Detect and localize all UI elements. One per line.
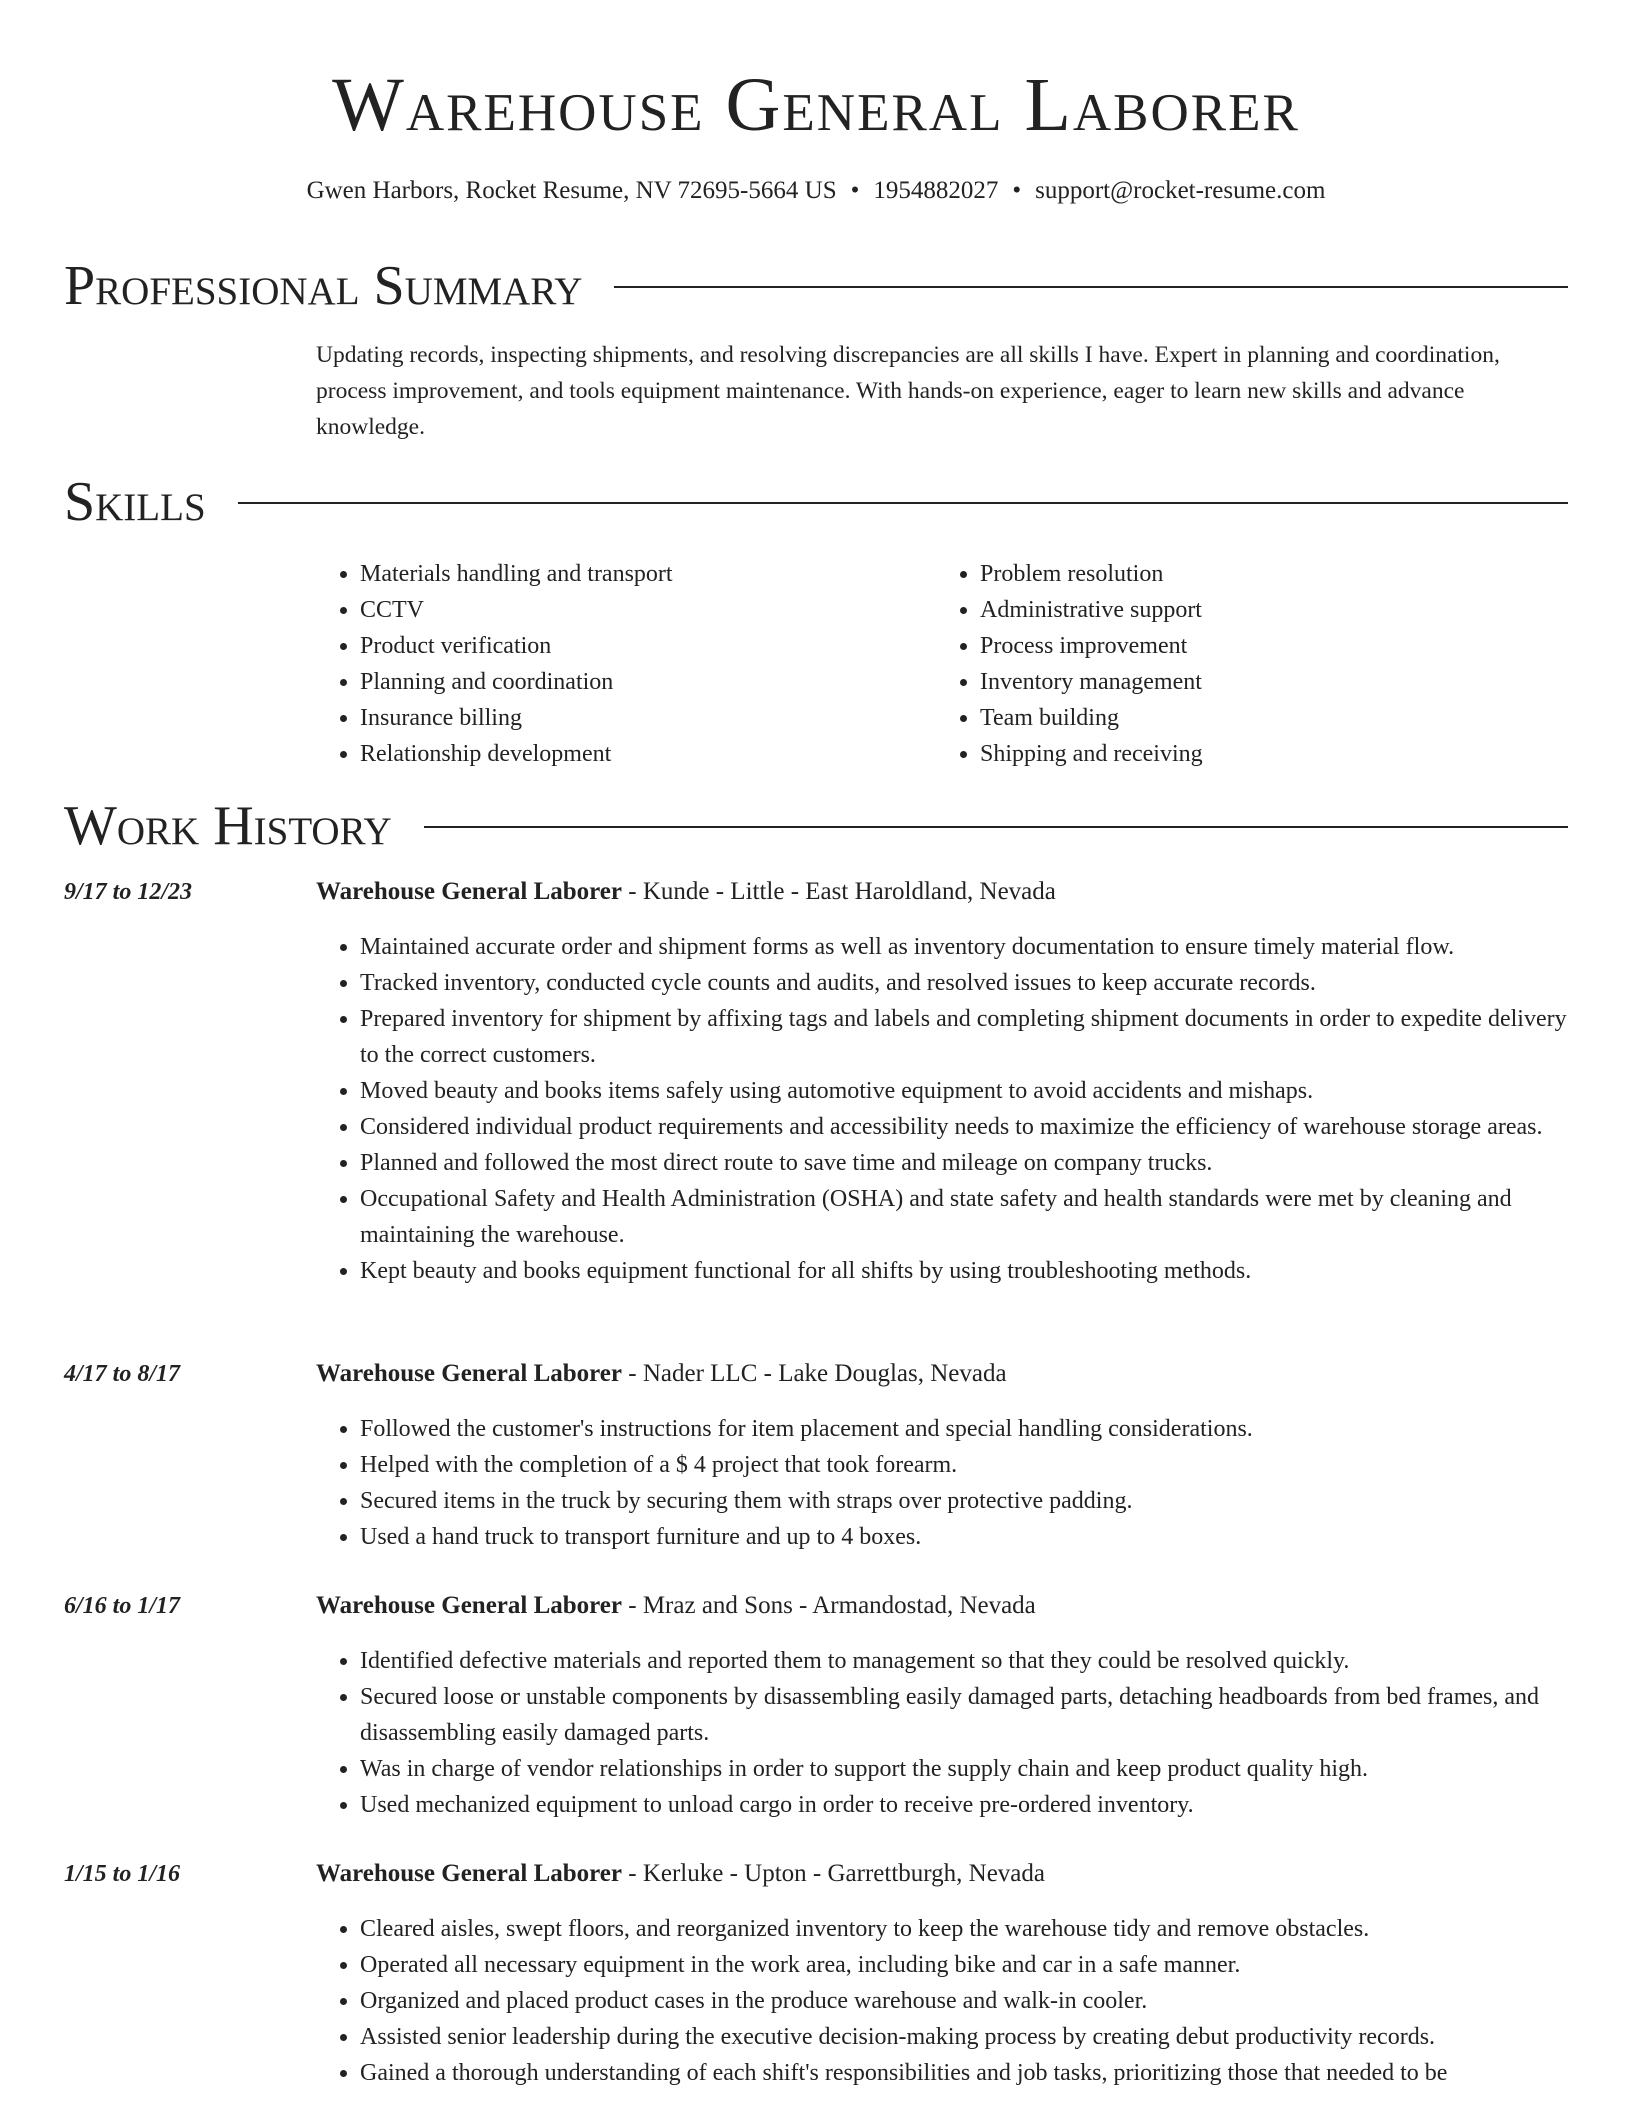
job-entry <box>64 1356 1571 1555</box>
job-duty: • Assisted senior leadership during the executive decision-making process by creating debut productivity records. <box>360 2019 1571 2055</box>
skills-column-left <box>316 556 936 772</box>
job-duty: • Prepared inventory for shipment by affixing tags and labels and completing shipment documents in order to expedite delivery to the correct customers. <box>360 1001 1571 1073</box>
job-duty: • Maintained accurate order and shipment forms as well as inventory documentation to ensure timely material flow. <box>360 929 1571 965</box>
contact-line <box>0 173 1632 209</box>
job-duty: • Cleared aisles, swept floors, and reorganized inventory to keep the warehouse tidy and remove obstacles. <box>360 1911 1571 1947</box>
skill-item: • Insurance billing <box>360 700 936 736</box>
skill-item: • Process improvement <box>980 628 1556 664</box>
skill-item: • Shipping and receiving <box>980 736 1556 772</box>
job-duty: • Secured items in the truck by securing them with straps over protective padding. <box>360 1483 1571 1519</box>
job-employer-location: - Mraz and Sons - Armandostad, Nevada <box>622 1592 1036 1619</box>
job-employer-location: - Kerluke - Upton - Garrettburgh, Nevada <box>622 1860 1045 1887</box>
summary-text: Updating records, inspecting shipments, and resolving discrepancies are all skills I have. Expert in planning and coordination, process improvement, and tools equipment maintenance. With hands-on experience, eager to learn new skills and advance knowledge. <box>316 342 1500 440</box>
section-header-work-history <box>64 791 1568 861</box>
section-header-skills <box>64 467 1568 537</box>
section-title-work-history: Work History <box>64 795 392 857</box>
job-duty: • Used a hand truck to transport furniture and up to 4 boxes. <box>360 1519 1571 1555</box>
job-duties <box>316 1643 1571 1823</box>
section-divider <box>614 286 1568 288</box>
job-duty: • Helped with the completion of a $ 4 project that took forearm. <box>360 1447 1571 1483</box>
skill-item: • Materials handling and transport <box>360 556 936 592</box>
resume-title: Warehouse General Laborer <box>332 63 1300 147</box>
job-duties <box>316 1911 1571 2091</box>
job-employer-location: - Kunde - Little - East Haroldland, Nevada <box>622 878 1056 905</box>
job-heading <box>316 1856 1571 1892</box>
job-dates: 1/15 to 1/16 <box>64 1861 181 1887</box>
job-heading <box>316 1588 1571 1624</box>
job-duty: • Organized and placed product cases in the produce warehouse and walk-in cooler. <box>360 1983 1571 2019</box>
job-dates: 6/16 to 1/17 <box>64 1593 181 1619</box>
skill-item: • Problem resolution <box>980 556 1556 592</box>
contact-separator: • <box>1012 177 1022 204</box>
section-divider <box>238 502 1568 504</box>
job-duty: • Considered individual product requirements and accessibility needs to maximize the efficiency of warehouse storage areas. <box>360 1109 1571 1145</box>
job-duty: • Planned and followed the most direct route to save time and mileage on company trucks. <box>360 1145 1571 1181</box>
job-position: Warehouse General Laborer <box>316 1592 622 1619</box>
contact-separator: • <box>850 177 860 204</box>
job-heading <box>316 874 1571 910</box>
skill-item: • Inventory management <box>980 664 1556 700</box>
job-dates: 9/17 to 12/23 <box>64 879 193 905</box>
job-duty: • Occupational Safety and Health Administration (OSHA) and state safety and health standards were met by cleaning and maintaining the warehouse. <box>360 1181 1571 1253</box>
job-duty: • Gained a thorough understanding of each shift's responsibilities and job tasks, prioritizing those that needed to be <box>360 2055 1571 2091</box>
job-employer-location: - Nader LLC - Lake Douglas, Nevada <box>622 1360 1007 1387</box>
skill-item: • Planning and coordination <box>360 664 936 700</box>
skill-item: • CCTV <box>360 592 936 628</box>
skill-item: • Product verification <box>360 628 936 664</box>
skills-column-right <box>936 556 1556 772</box>
skill-item: • Relationship development <box>360 736 936 772</box>
job-dates: 4/17 to 8/17 <box>64 1361 181 1387</box>
section-title-skills: Skills <box>64 471 206 533</box>
job-duty: • Was in charge of vendor relationships in order to support the supply chain and keep product quality high. <box>360 1751 1571 1787</box>
job-duty: • Used mechanized equipment to unload cargo in order to receive pre-ordered inventory. <box>360 1787 1571 1823</box>
job-entry <box>64 1856 1571 2091</box>
job-duty: • Operated all necessary equipment in the work area, including bike and car in a safe manner. <box>360 1947 1571 1983</box>
contact-address: Gwen Harbors, Rocket Resume, NV 72695-5664 US <box>306 177 837 204</box>
skill-item: • Administrative support <box>980 592 1556 628</box>
contact-phone: 1954882027 <box>873 177 999 204</box>
job-duty: • Identified defective materials and reported them to management so that they could be resolved quickly. <box>360 1643 1571 1679</box>
job-duties <box>316 929 1571 1289</box>
job-duty: • Secured loose or unstable components by disassembling easily damaged parts, detaching headboards from bed frames, and disassembling easily damaged parts. <box>360 1679 1571 1751</box>
job-duty: • Moved beauty and books items safely using automotive equipment to avoid accidents and mishaps. <box>360 1073 1571 1109</box>
job-entry <box>64 1588 1571 1823</box>
job-duties <box>316 1411 1571 1555</box>
job-position: Warehouse General Laborer <box>316 878 622 905</box>
job-duty: • Kept beauty and books equipment functional for all shifts by using troubleshooting methods. <box>360 1253 1571 1289</box>
job-duty: • Followed the customer's instructions for item placement and special handling considerations. <box>360 1411 1571 1447</box>
job-entry <box>64 874 1571 1289</box>
skill-item: • Team building <box>980 700 1556 736</box>
job-position: Warehouse General Laborer <box>316 1360 622 1387</box>
contact-email: support@rocket-resume.com <box>1035 177 1326 204</box>
section-title-summary: Professional Summary <box>64 255 583 317</box>
job-heading <box>316 1356 1571 1392</box>
section-divider <box>424 826 1568 828</box>
section-header-summary <box>64 251 1568 321</box>
job-position: Warehouse General Laborer <box>316 1860 622 1887</box>
job-duty: • Tracked inventory, conducted cycle counts and audits, and resolved issues to keep accurate records. <box>360 965 1571 1001</box>
skills-list <box>316 556 1571 772</box>
